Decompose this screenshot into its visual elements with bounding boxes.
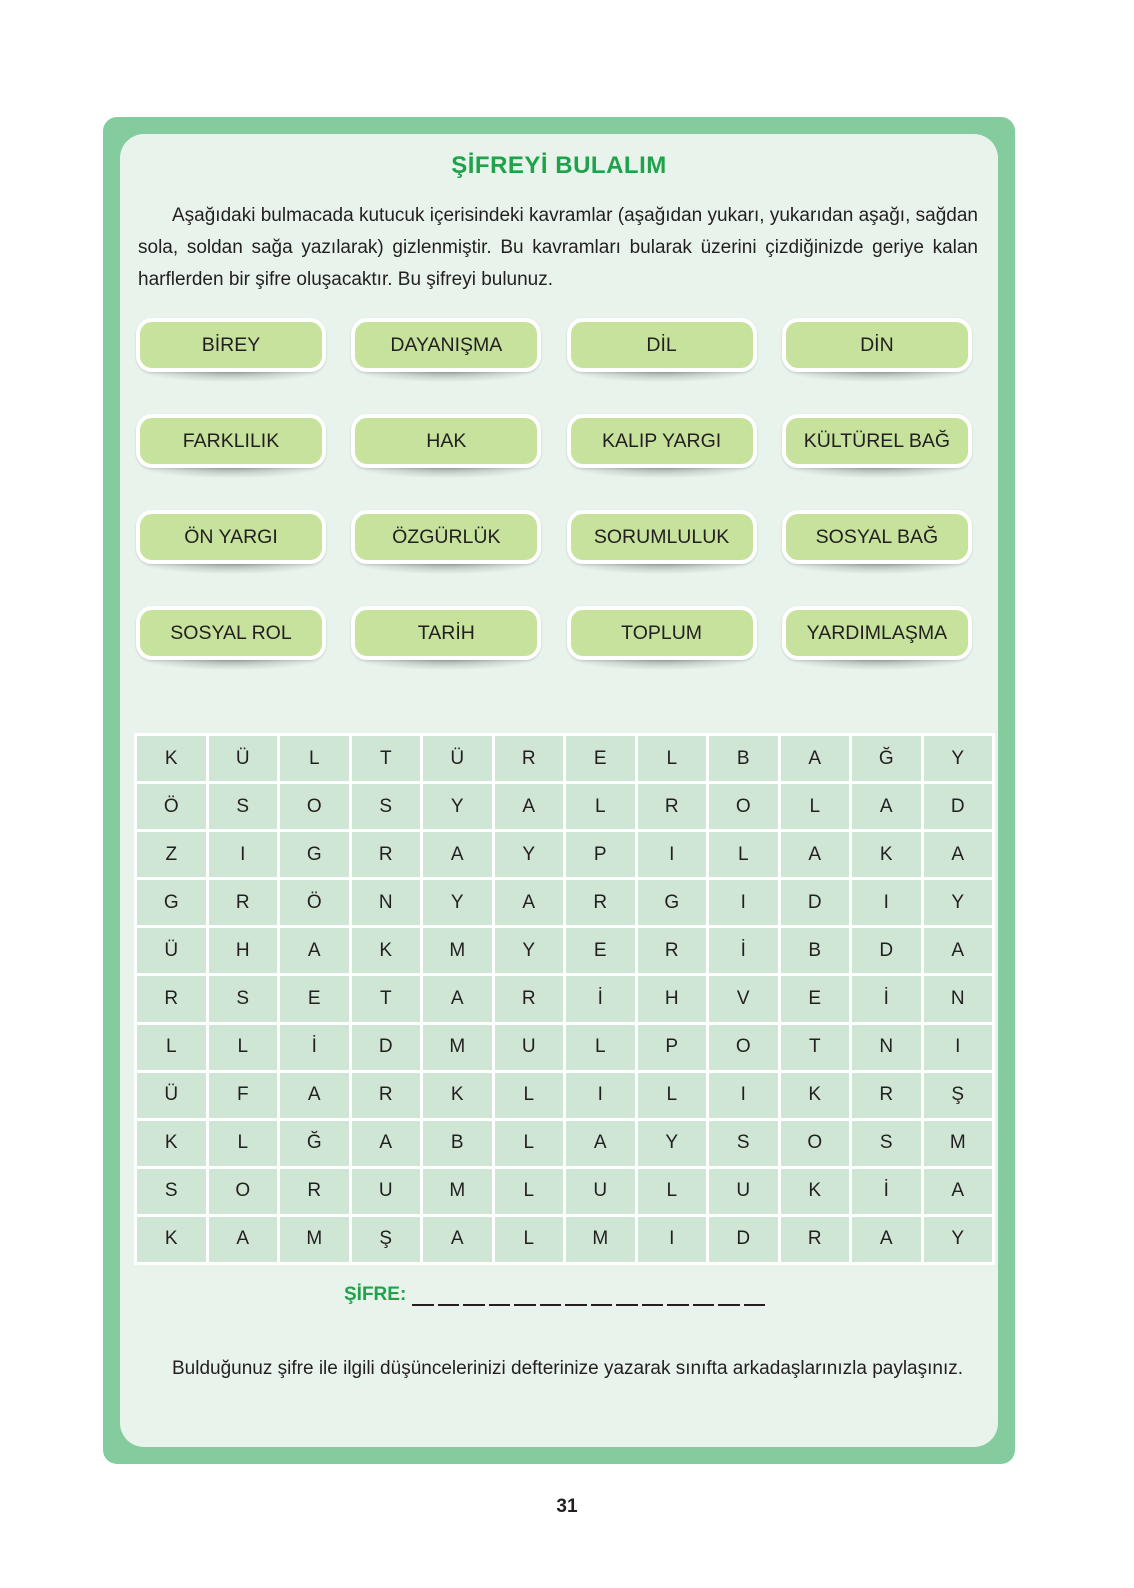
grid-cell[interactable]: L [493, 1119, 565, 1167]
grid-cell[interactable]: D [350, 1023, 422, 1071]
concept-chip-wrapper [136, 606, 326, 660]
grid-cell[interactable]: A [779, 831, 851, 879]
grid-cell[interactable]: Ş [922, 1071, 994, 1119]
grid-cell[interactable]: G [279, 831, 351, 879]
grid-cell[interactable]: Ü [136, 927, 208, 975]
grid-cell[interactable]: A [422, 1215, 494, 1263]
grid-cell[interactable]: P [565, 831, 637, 879]
grid-cell[interactable]: K [779, 1071, 851, 1119]
grid-row [136, 783, 994, 831]
grid-cell[interactable]: O [279, 783, 351, 831]
grid-cell[interactable]: K [136, 1215, 208, 1263]
grid-cell[interactable]: Y [922, 879, 994, 927]
grid-row [136, 927, 994, 975]
code-blank[interactable] [667, 1286, 689, 1306]
concept-chip: HAK [351, 414, 541, 468]
grid-row [136, 1215, 994, 1263]
grid-cell[interactable]: Ş [350, 1215, 422, 1263]
grid-cell[interactable]: L [136, 1023, 208, 1071]
grid-row [136, 1023, 994, 1071]
concept-chip-wrapper [351, 606, 541, 660]
grid-cell[interactable]: Y [493, 831, 565, 879]
grid-cell[interactable]: L [779, 783, 851, 831]
grid-cell[interactable]: Ü [136, 1071, 208, 1119]
grid-cell[interactable]: A [565, 1119, 637, 1167]
closing-instructions: Bulduğunuz şifre ile ilgili düşüncelerinizi defterinize yazarak sınıfta arkadaşlarınızla paylaşınız. [172, 1358, 964, 1379]
concept-chip: DAYANIŞMA [351, 318, 541, 372]
grid-cell[interactable]: S [136, 1167, 208, 1215]
grid-cell[interactable]: K [350, 927, 422, 975]
grid-cell[interactable]: S [350, 783, 422, 831]
grid-cell[interactable]: N [922, 975, 994, 1023]
grid-cell[interactable]: A [493, 879, 565, 927]
grid-cell[interactable]: M [565, 1215, 637, 1263]
grid-cell[interactable]: O [708, 783, 780, 831]
grid-cell[interactable]: A [350, 1119, 422, 1167]
concept-chip: TOPLUM [567, 606, 757, 660]
grid-cell[interactable]: I [207, 831, 279, 879]
grid-cell[interactable]: T [350, 735, 422, 783]
grid-cell[interactable]: R [636, 783, 708, 831]
concept-chip: SORUMLULUK [567, 510, 757, 564]
grid-row [136, 831, 994, 879]
grid-cell[interactable]: A [279, 1071, 351, 1119]
grid-cell[interactable]: A [851, 783, 923, 831]
concept-chip: TARİH [351, 606, 541, 660]
grid-row [136, 879, 994, 927]
concept-chip-wrapper [136, 414, 326, 468]
concept-chip: SOSYAL BAĞ [782, 510, 972, 564]
grid-cell[interactable]: Ö [136, 783, 208, 831]
grid-cell[interactable]: A [279, 927, 351, 975]
concept-chip-wrapper [351, 318, 541, 372]
grid-cell[interactable]: F [207, 1071, 279, 1119]
grid-cell[interactable]: S [207, 783, 279, 831]
concept-chip: YARDIMLAŞMA [782, 606, 972, 660]
grid-cell[interactable]: E [565, 735, 637, 783]
grid-cell[interactable]: Y [922, 735, 994, 783]
grid-cell[interactable]: L [493, 1071, 565, 1119]
grid-cell[interactable]: Ğ [851, 735, 923, 783]
concept-chip-wrapper [351, 414, 541, 468]
grid-cell[interactable]: D [708, 1215, 780, 1263]
grid-cell[interactable]: H [207, 927, 279, 975]
grid-cell[interactable]: L [565, 783, 637, 831]
grid-cell[interactable]: R [779, 1215, 851, 1263]
grid-cell[interactable]: A [922, 927, 994, 975]
activity-title: ŞİFREYİ BULALIM [451, 152, 667, 179]
grid-cell[interactable]: Y [422, 783, 494, 831]
concept-chip-wrapper [351, 510, 541, 564]
code-blank[interactable] [565, 1286, 587, 1306]
grid-cell[interactable]: G [636, 879, 708, 927]
concept-chip-wrapper [567, 414, 757, 468]
grid-row [136, 1071, 994, 1119]
grid-cell[interactable]: I [708, 879, 780, 927]
concept-chip: FARKLILIK [136, 414, 326, 468]
concept-chip-wrapper [782, 414, 972, 468]
grid-cell[interactable]: U [565, 1167, 637, 1215]
grid-cell[interactable]: I [708, 1071, 780, 1119]
concept-chip: ÖN YARGI [136, 510, 326, 564]
code-blank[interactable] [438, 1286, 460, 1306]
code-blank[interactable] [718, 1286, 740, 1306]
grid-cell[interactable]: K [851, 831, 923, 879]
grid-cell[interactable]: E [565, 927, 637, 975]
grid-cell[interactable]: A [207, 1215, 279, 1263]
grid-cell[interactable]: Y [636, 1119, 708, 1167]
grid-cell[interactable]: İ [565, 975, 637, 1023]
grid-cell[interactable]: D [851, 927, 923, 975]
instructions: Aşağıdaki bulmacada kutucuk içerisindeki kavramlar (aşağıdan yukarı, yukarıdan aşağı, sağdan sola, soldan sağa yazılarak) gizlenmiştir. Bu kavramları bularak üzerini çizdiğinizde geriye kalan harflerden bir şifre oluşacaktır. Bu şifreyi bulunuz. [138, 205, 978, 290]
grid-cell[interactable]: L [207, 1119, 279, 1167]
grid-row [136, 735, 994, 783]
grid-row [136, 1167, 994, 1215]
page-number: 31 [556, 1496, 578, 1517]
grid-cell[interactable]: L [207, 1023, 279, 1071]
grid-cell[interactable]: I [636, 831, 708, 879]
grid-cell[interactable]: B [779, 927, 851, 975]
grid-cell[interactable]: S [207, 975, 279, 1023]
grid-cell[interactable]: L [565, 1023, 637, 1071]
grid-cell[interactable]: S [708, 1119, 780, 1167]
grid-cell[interactable]: E [279, 975, 351, 1023]
grid-cell[interactable]: L [636, 735, 708, 783]
concept-chip-wrapper [136, 318, 326, 372]
concept-chip: DİL [567, 318, 757, 372]
grid-cell[interactable]: B [422, 1119, 494, 1167]
grid-cell[interactable]: R [207, 879, 279, 927]
grid-cell[interactable]: P [636, 1023, 708, 1071]
grid-cell[interactable]: M [279, 1215, 351, 1263]
grid-cell[interactable]: R [565, 879, 637, 927]
concept-chip: DİN [782, 318, 972, 372]
concept-chip-wrapper [782, 606, 972, 660]
code-blank[interactable] [412, 1286, 434, 1306]
code-line [344, 1284, 765, 1306]
grid-cell[interactable]: İ [708, 927, 780, 975]
concept-list [136, 318, 982, 660]
grid-cell[interactable]: T [350, 975, 422, 1023]
code-blank[interactable] [489, 1286, 511, 1306]
grid-cell[interactable]: N [851, 1023, 923, 1071]
grid-cell[interactable]: Ü [207, 735, 279, 783]
grid-cell[interactable]: L [636, 1167, 708, 1215]
grid-row [136, 1119, 994, 1167]
grid-cell[interactable]: B [708, 735, 780, 783]
grid-cell[interactable]: D [922, 783, 994, 831]
grid-cell[interactable]: O [207, 1167, 279, 1215]
grid-cell[interactable]: K [779, 1167, 851, 1215]
concept-chip-wrapper [782, 318, 972, 372]
grid-cell[interactable]: D [779, 879, 851, 927]
grid-cell[interactable]: R [136, 975, 208, 1023]
grid-cell[interactable]: G [136, 879, 208, 927]
grid-cell[interactable]: L [636, 1071, 708, 1119]
grid-cell[interactable]: L [279, 735, 351, 783]
grid-cell[interactable]: L [493, 1167, 565, 1215]
grid-cell[interactable]: I [565, 1071, 637, 1119]
concept-chip: ÖZGÜRLÜK [351, 510, 541, 564]
grid-cell[interactable]: Ü [422, 735, 494, 783]
code-blanks[interactable] [412, 1286, 765, 1306]
grid-cell[interactable]: M [422, 1167, 494, 1215]
grid-cell[interactable]: A [851, 1215, 923, 1263]
grid-cell[interactable]: E [779, 975, 851, 1023]
grid-cell[interactable]: O [708, 1023, 780, 1071]
grid-cell[interactable]: O [779, 1119, 851, 1167]
word-search-grid [134, 733, 995, 1265]
grid-cell[interactable]: R [350, 1071, 422, 1119]
concept-chip-wrapper [567, 510, 757, 564]
code-blank[interactable] [514, 1286, 536, 1306]
concept-chip: KALIP YARGI [567, 414, 757, 468]
concept-chip-wrapper [782, 510, 972, 564]
grid-cell[interactable]: R [493, 735, 565, 783]
grid-cell[interactable]: T [779, 1023, 851, 1071]
grid-cell[interactable]: S [851, 1119, 923, 1167]
grid-cell[interactable]: I [922, 1023, 994, 1071]
grid-cell[interactable]: Ğ [279, 1119, 351, 1167]
grid-cell[interactable]: U [350, 1167, 422, 1215]
grid-cell[interactable]: I [636, 1215, 708, 1263]
code-blank[interactable] [591, 1286, 613, 1306]
grid-cell[interactable]: A [422, 831, 494, 879]
grid-cell[interactable]: Y [922, 1215, 994, 1263]
grid-cell[interactable]: K [136, 1119, 208, 1167]
code-blank[interactable] [616, 1286, 638, 1306]
code-blank[interactable] [693, 1286, 715, 1306]
concept-chip-wrapper [567, 318, 757, 372]
concept-chip: SOSYAL ROL [136, 606, 326, 660]
grid-cell[interactable]: İ [851, 975, 923, 1023]
concept-chip-wrapper [567, 606, 757, 660]
grid-cell[interactable]: R [851, 1071, 923, 1119]
grid-cell[interactable]: K [422, 1071, 494, 1119]
grid-cell[interactable]: I [851, 879, 923, 927]
grid-cell[interactable]: A [422, 975, 494, 1023]
grid-cell[interactable]: K [136, 735, 208, 783]
grid-cell[interactable]: R [636, 927, 708, 975]
grid-cell[interactable]: Z [136, 831, 208, 879]
grid-cell[interactable]: İ [279, 1023, 351, 1071]
grid-row [136, 975, 994, 1023]
grid-cell[interactable]: Y [493, 927, 565, 975]
grid-cell[interactable]: L [708, 831, 780, 879]
grid-cell[interactable]: Y [422, 879, 494, 927]
grid-cell[interactable]: İ [851, 1167, 923, 1215]
grid-cell[interactable]: N [350, 879, 422, 927]
code-blank[interactable] [540, 1286, 562, 1306]
grid-cell[interactable]: H [636, 975, 708, 1023]
grid-cell[interactable]: U [493, 1023, 565, 1071]
grid-cell[interactable]: R [350, 831, 422, 879]
grid-cell[interactable]: M [422, 1023, 494, 1071]
grid-cell[interactable]: A [922, 831, 994, 879]
code-blank[interactable] [744, 1286, 766, 1306]
grid-cell[interactable]: A [922, 1167, 994, 1215]
code-blank[interactable] [642, 1286, 664, 1306]
concept-chip: KÜLTÜREL BAĞ [782, 414, 972, 468]
concept-chip-wrapper [136, 510, 326, 564]
grid-cell[interactable]: M [422, 927, 494, 975]
grid-cell[interactable]: V [708, 975, 780, 1023]
code-blank[interactable] [463, 1286, 485, 1306]
grid-cell[interactable]: L [493, 1215, 565, 1263]
grid-cell[interactable]: U [708, 1167, 780, 1215]
grid-cell[interactable]: A [779, 735, 851, 783]
grid-cell[interactable]: R [493, 975, 565, 1023]
grid-cell[interactable]: M [922, 1119, 994, 1167]
grid-cell[interactable]: Ö [279, 879, 351, 927]
concept-chip: BİREY [136, 318, 326, 372]
grid-cell[interactable]: A [493, 783, 565, 831]
code-label: ŞİFRE: [344, 1284, 407, 1305]
grid-cell[interactable]: R [279, 1167, 351, 1215]
